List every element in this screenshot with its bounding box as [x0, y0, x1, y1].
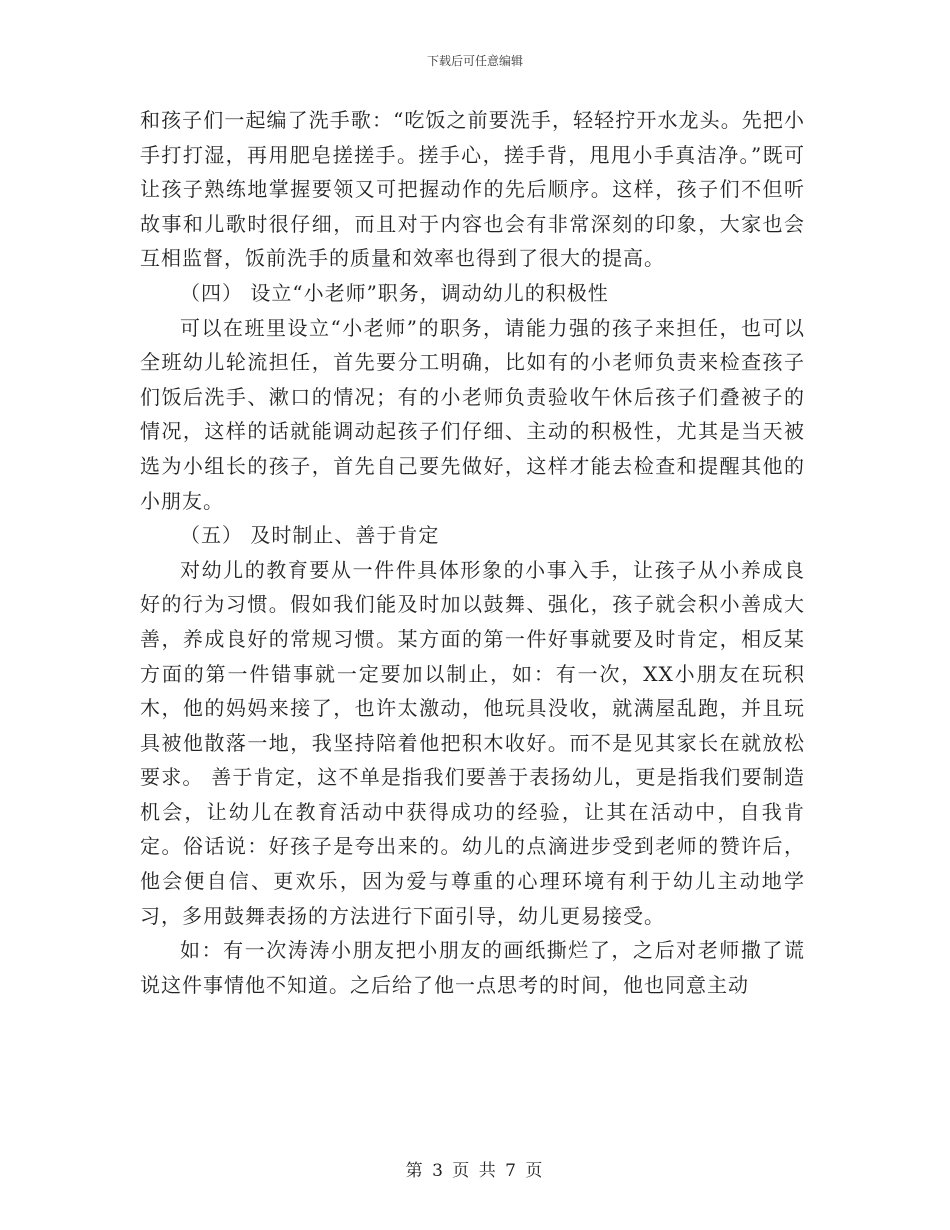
document-body [140, 103, 805, 1002]
paragraph: 如：有一次涛涛小朋友把小朋友的画纸撕烂了，之后对老师撒了谎说这件事情他不知道。之后给了他一点思考的时间，他也同意主动 [140, 938, 805, 997]
paragraph: 可以在班里设立“小老师”的职务，请能力强的孩子来担任，也可以全班幼儿轮流担任，首先要分工明确，比如有的小老师负责来检查孩子们饭后洗手、漱口的情况；有的小老师负责验收午休后孩子们叠被子的情况，这样的话就能调动起孩子们仔细、主动的积极性，尤其是当天被选为小组长的孩子，首先自己要先做好，这样才能去检查和提醒其他的小朋友。 [140, 315, 805, 513]
paragraph: 对幼儿的教育要从一件件具体形象的小事入手，让孩子从小养成良好的行为习惯。假如我们能及时加以鼓舞、强化，孩子就会积小善成大善，养成良好的常规习惯。某方面的第一件好事就要及时肯定，相反某方面的第一件错事就一定要加以制止，如：有一次，XX小朋友在玩积木，他的妈妈来接了，也许太激动，他玩具没收，就满屋乱跑，并且玩具被他散落一地，我坚持陪着他把积木收好。而不是见其家长在就放松要求。 善于肯定，这不单是指我们要善于表扬幼儿，更是指我们要制造机会，让幼儿在教育活动中获得成功的经验，让其在活动中，自我肯定。俗话说：好孩子是夸出来的。幼儿的点滴进步受到老师的赞许后，他会便自信、更欢乐，因为爱与尊重的心理环境有利于幼儿主动地学习，多用鼓舞表扬的方法进行下面引导，幼儿更易接受。 [140, 557, 805, 928]
paragraph: 和孩子们一起编了洗手歌：“吃饭之前要洗手，轻轻拧开水龙头。先把小手打打湿，再用肥皂搓搓手。搓手心，搓手背，甩甩小手真洁净。”既可让孩子熟练地掌握要领又可把握动作的先后顺序。这样，孩子们不但听故事和儿歌时很仔细，而且对于内容也会有非常深刻的印象，大家也会互相监督，饭前洗手的质量和效率也得到了很大的提高。 [140, 108, 805, 271]
section-heading: （五） 及时制止、善于肯定 [180, 523, 440, 548]
section-heading: （四） 设立“小老师”职务，调动幼儿的积极性 [180, 280, 609, 305]
page-number: 第 3 页 共 7 页 [405, 1161, 545, 1181]
page-header: 下载后可任意编辑 [426, 54, 523, 68]
